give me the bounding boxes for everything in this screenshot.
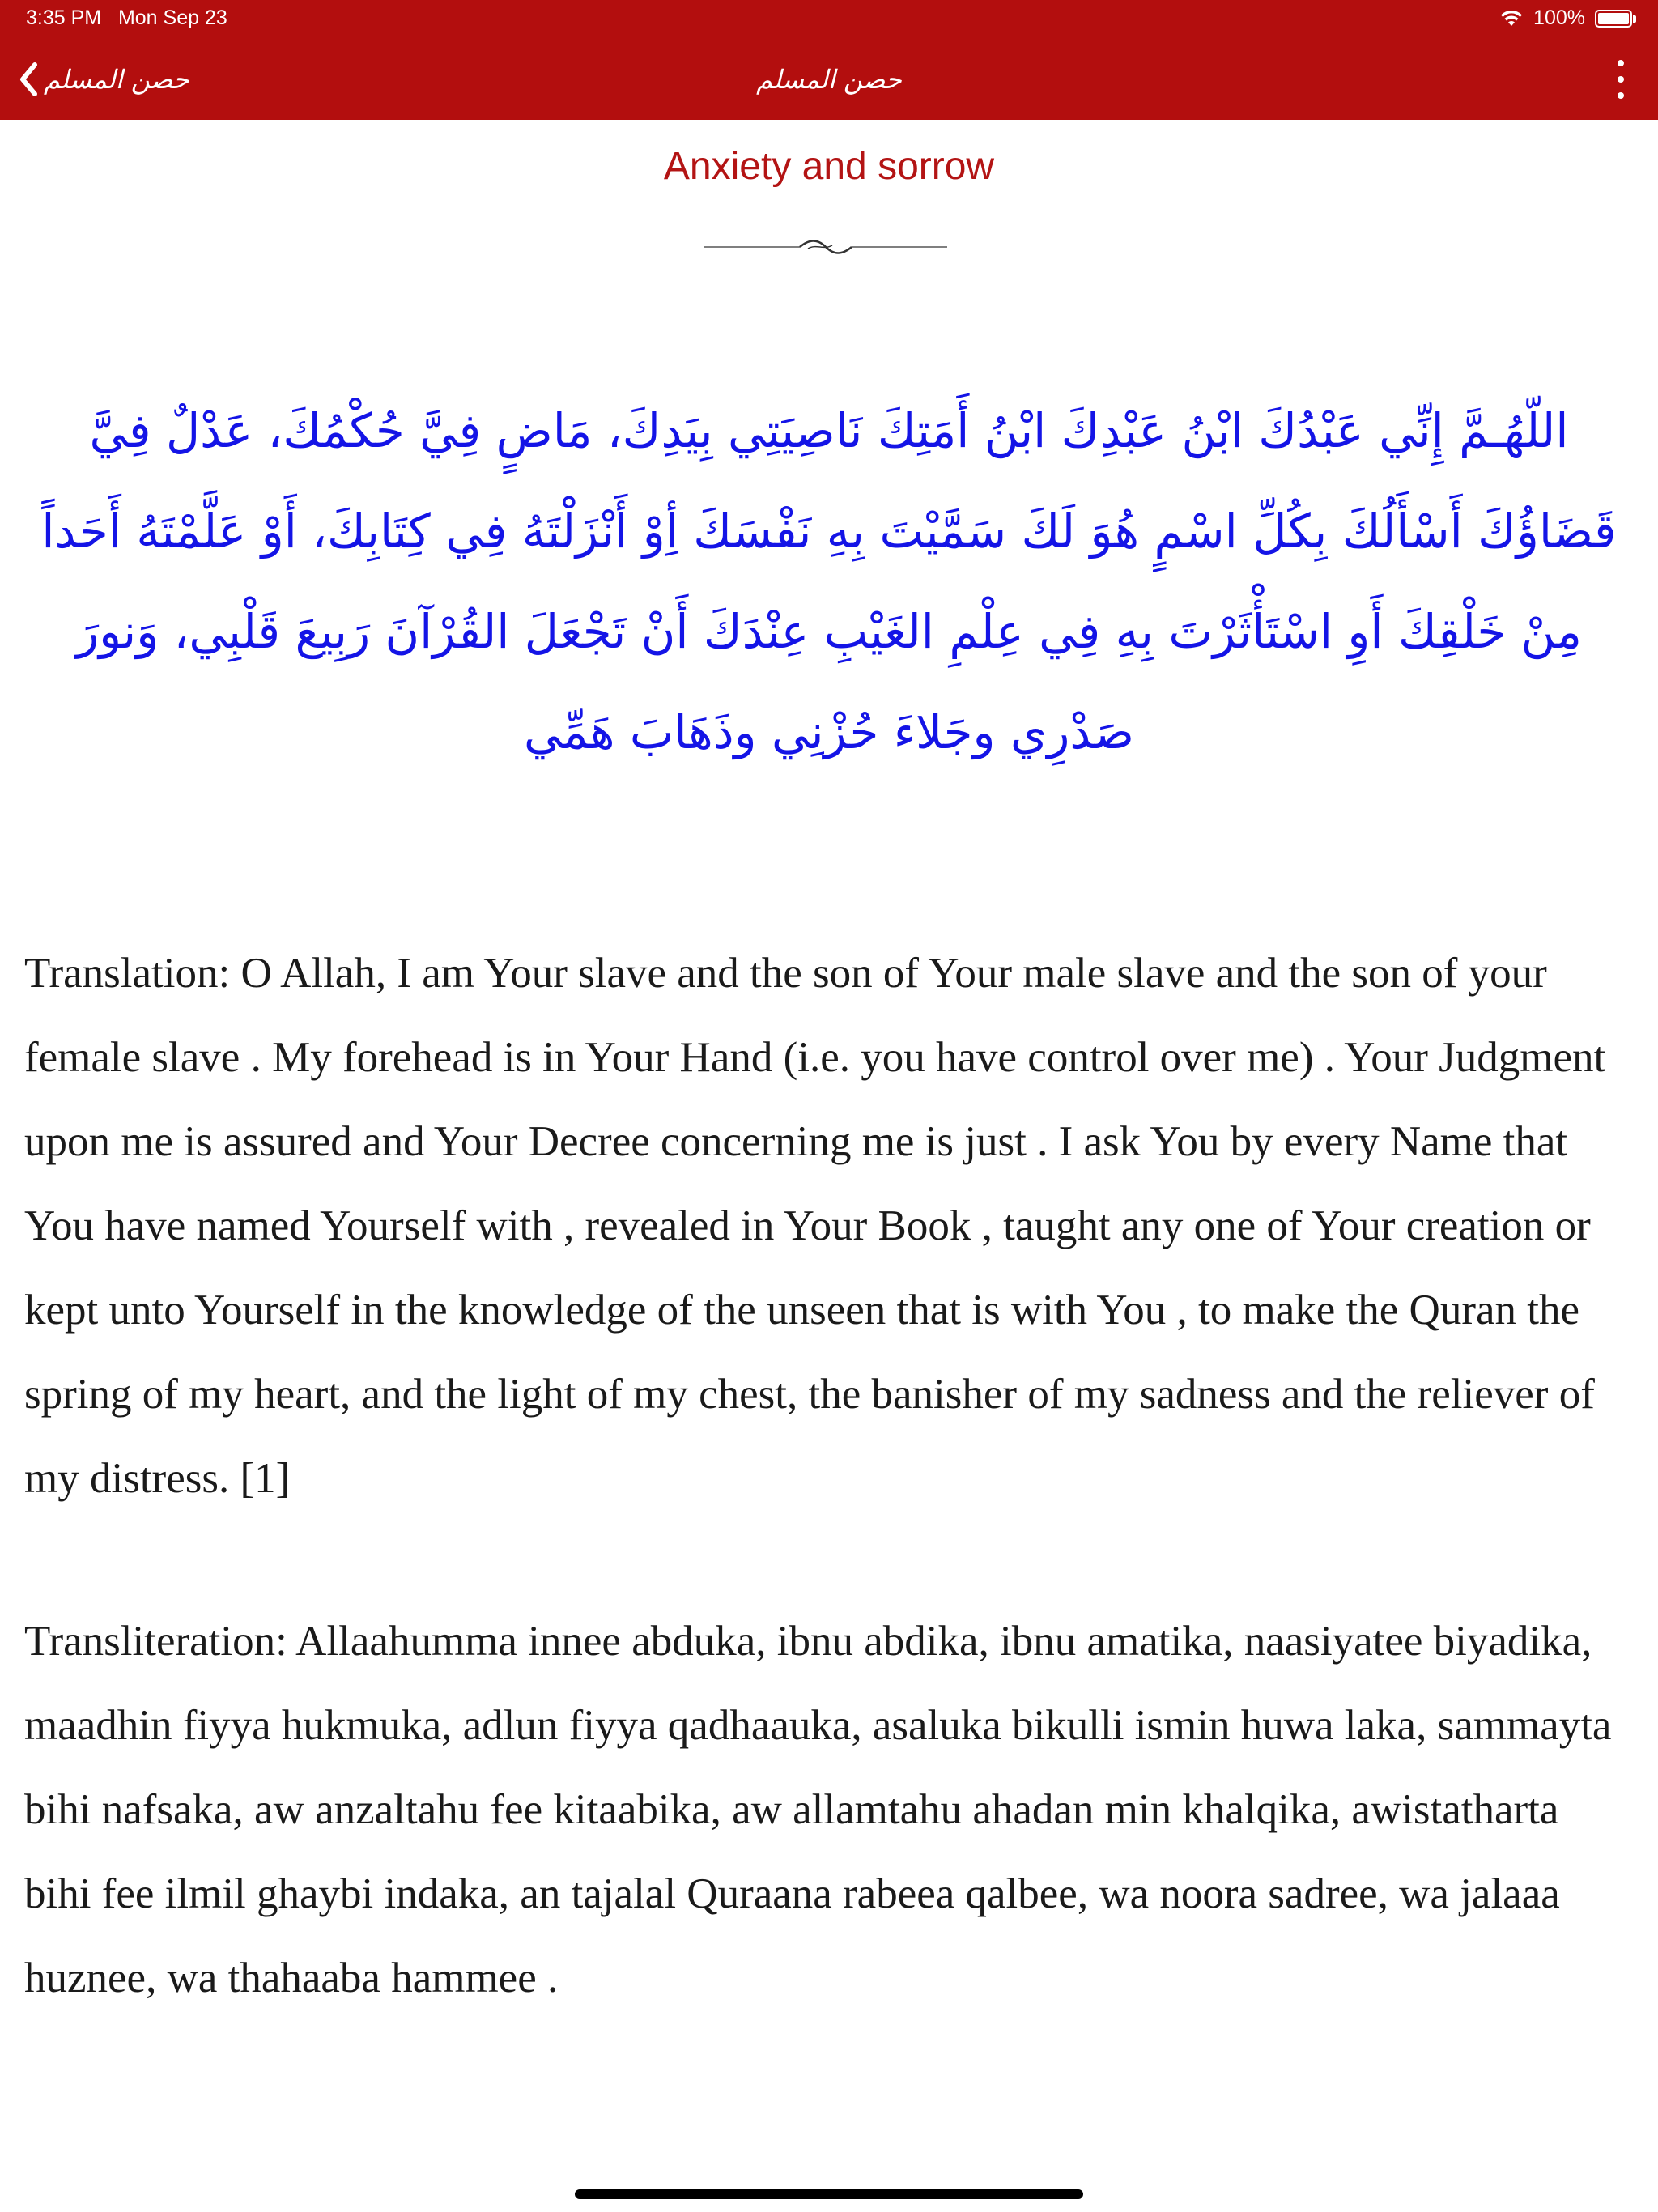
battery-icon: [1595, 10, 1632, 28]
status-date: Mon Sep 23: [117, 6, 227, 29]
status-time: 3:35 PM: [26, 6, 102, 29]
back-button-label: حصن المسلم: [44, 64, 189, 95]
more-options-button[interactable]: [1613, 60, 1629, 99]
nav-bar: [0, 0, 1658, 120]
ornament-divider-icon: [704, 231, 947, 263]
more-vertical-icon: [1618, 60, 1624, 66]
battery-level: [1598, 13, 1629, 24]
wifi-icon: [1499, 10, 1524, 28]
battery-percent: 100%: [1533, 6, 1585, 29]
translation-text: Translation: O Allah, I am Your slave and the son of Your male slave and the son of your female slave . My forehead is in Your Hand (i.e. you have control over me) . Your Judgment upon me is assured and Your Decree concerning me is just . I ask You by every Name that You have named Yourself with , revealed in Your Book , taught any one of Your creation or kept unto Yourself in the knowledge of the unseen that is with You , to make the Quran the spring of my heart, and the light of my chest, the banisher of my sadness and the reliever of my distress. [1]: [24, 950, 1606, 1502]
transliteration-text: Transliteration: Allaahumma innee abduka, ibnu abdika, ibnu amatika, naasiyatee biyadika, maadhin fiyya hukmuka, adlun fiyya qadhaauka, asaluka bikulli ismin huwa laka, sammayta bihi nafsaka, aw anzaltahu fee kitaabika, aw allamtahu ahadan min khalqika, awistatharta bihi fee ilmil ghaybi indaka, an tajalal Quraana rabeea qalbee, wa noora sadree, wa jalaaa huznee, wa thahaaba hammee .: [24, 1618, 1612, 2001]
status-indicators: [1499, 6, 1632, 30]
status-time-date: [26, 6, 227, 30]
home-indicator[interactable]: [575, 2189, 1083, 2199]
page-title: حصن المسلم: [756, 64, 902, 95]
arabic-supplication: اللّهُـمَّ إِنِّي عَبْدُكَ ابْنُ عَبْدِكَ ابْنُ أَمَتِكَ نَاصِيَتِي بِيَدِكَ، مَاضٍ فِيَّ حُكْمُكَ، عَدْلٌ فِيَّ قَضَاؤُكَ أَسْأَلُكَ بِكُلِّ اسْمٍ هُوَ لَكَ سَمَّيْتَ بِهِ نَفْسَكَ أِوْ أَنْزَلْتَهُ فِي كِتَابِكَ، أَوْ عَلَّمْتَهُ أَحَداً مِنْ خَلْقِكَ أَوِ اسْتَأْثَرْتَ بِهِ فِي عِلْمِ الغَيْبِ عِنْدَكَ أَنْ تَجْعَلَ القُرْآنَ رَبِيعَ قَلْبِي، وَنورَ صَدْرِي وجَلاءَ حُزْنِي وذَهَابَ هَمِّي: [41, 403, 1617, 759]
dua-heading: Anxiety and sorrow: [663, 145, 995, 188]
